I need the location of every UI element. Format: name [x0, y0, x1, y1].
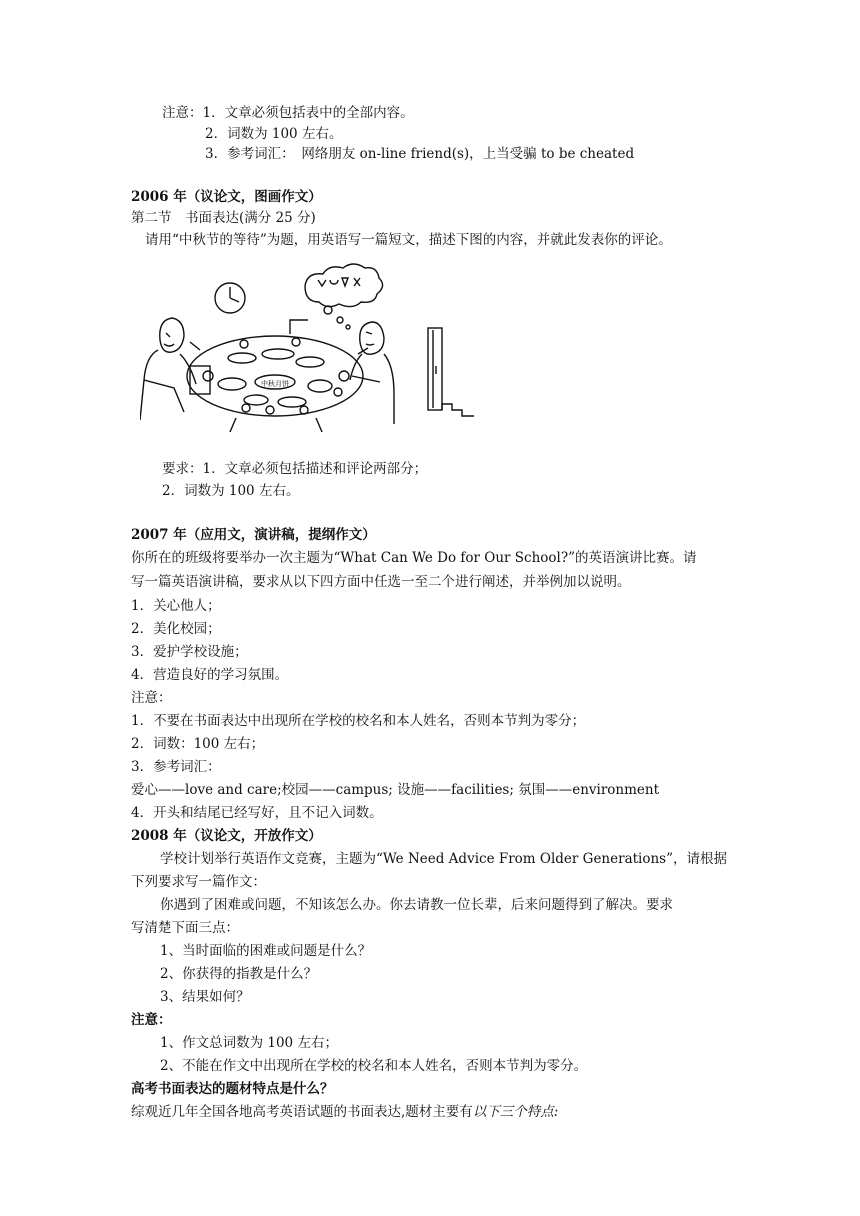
closing-text-prefix: 综观近几年全国各地高考英语试题的书面表达,题材主要有: [131, 1104, 473, 1120]
closing-text-italic: 以下三个特点: [472, 1104, 554, 1120]
para-2008-line1: 你遇到了困难或问题，不知该怎么办。你去请教一位长辈，后来问题得到了解决。要求: [160, 897, 673, 913]
list-item: 3．爱护学校设施；: [131, 644, 248, 660]
list-item: 2、你获得的指教是什么？: [160, 966, 318, 982]
intro-2008-line2: 下列要求写一篇作文：: [131, 874, 266, 890]
list-item: 2．美化校园；: [131, 621, 221, 637]
note-line-1: 注意：1．文章必须包括表中的全部内容。: [162, 105, 414, 121]
intro-2008-line1: 学校计划举行英语作文竞赛，主题为“We Need Advice From Older Generations”，请根据: [160, 851, 728, 867]
section-title: 第二节 书面表达(满分 25 分): [131, 210, 316, 226]
note-line-2: 2．词数为 100 左右。: [205, 126, 343, 142]
note-item: 4．开头和结尾已经写好，且不记入词数。: [131, 805, 383, 821]
heading-2006: 2006 年（议论文，图画作文）: [131, 189, 322, 205]
note-item: 1、作文总词数为 100 左右；: [160, 1035, 338, 1051]
mooncake-label: 中秋月饼: [261, 380, 289, 388]
note-item: 3．参考词汇：: [131, 759, 221, 775]
list-item: 1．关心他人；: [131, 598, 221, 614]
note-line-3: 3．参考词汇： 网络朋友 on-line friend(s)，上当受骗 to be cheated: [205, 146, 635, 162]
clock-icon: [215, 283, 245, 313]
requirement-1: 要求：1．文章必须包括描述和评论两部分；: [162, 461, 428, 477]
intro-2007-line2: 写一篇英语演讲稿，要求从以下四方面中任选一至二个进行阐述，并举例加以说明。: [131, 574, 631, 590]
prompt-2006: 请用“中秋节的等待”为题，用英语写一篇短文，描述下图的内容，并就此发表你的评论。: [145, 232, 672, 248]
requirement-2: 2．词数为 100 左右。: [162, 483, 300, 499]
closing-heading: 高考书面表达的题材特点是什么？: [131, 1081, 334, 1097]
para-2008-line2: 写清楚下面三点：: [131, 920, 239, 936]
list-item: 1、当时面临的困难或问题是什么？: [160, 943, 372, 959]
intro-2007-line1: 你所在的班级将要举办一次主题为“What Can We Do for Our School?”的英语演讲比赛。请: [131, 550, 697, 566]
note-item: 爱心——love and care;校园——campus; 设施——facilities; 氛围——environment: [131, 782, 660, 798]
list-item: 4．营造良好的学习氛围。: [131, 667, 289, 683]
mid-autumn-illustration: [140, 258, 485, 443]
round-table: [187, 320, 368, 432]
list-item: 3、结果如何？: [160, 989, 250, 1005]
thought-bubble: [305, 264, 383, 329]
closing-text: [131, 1102, 558, 1122]
heading-2007: 2007 年（应用文，演讲稿，提纲作文）: [131, 527, 376, 543]
closing-text-suffix: :: [553, 1104, 559, 1120]
heading-2008: 2008 年（议论文，开放作文）: [131, 828, 322, 844]
note-item: 1．不要在书面表达中出现所在学校的校名和本人姓名，否则本节判为零分；: [131, 713, 586, 729]
right-person: [350, 322, 394, 424]
door-drawing: [428, 328, 474, 416]
note-label-2008: 注意：: [131, 1012, 172, 1028]
note-item: 2、不能在作文中出现所在学校的校名和本人姓名，否则本节判为零分。: [160, 1058, 588, 1074]
note-label-2007: 注意：: [131, 690, 172, 706]
note-item: 2．词数：100 左右；: [131, 736, 265, 752]
